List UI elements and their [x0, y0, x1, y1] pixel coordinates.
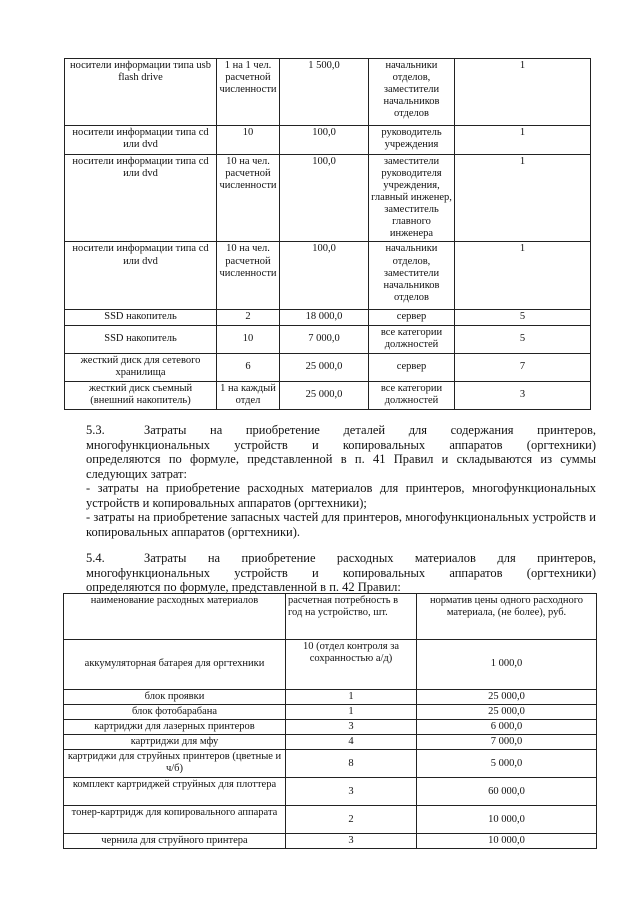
- table-cell: 8: [286, 750, 417, 778]
- section-number: 5.4.: [86, 551, 105, 565]
- table-cell: 3: [286, 778, 417, 806]
- table-cell: SSD накопитель: [65, 325, 217, 353]
- table-cell: блок проявки: [64, 690, 286, 705]
- table-row: [64, 640, 597, 690]
- table-cell: 3: [286, 834, 417, 849]
- table-cell: аккумуляторная батарея для оргтехники: [64, 640, 286, 690]
- column-header: расчетная потребность в год на устройство, шт.: [286, 594, 417, 640]
- table-row: [65, 59, 591, 126]
- table-cell: все категории должностей: [369, 381, 455, 409]
- table-cell: блок фотобарабана: [64, 705, 286, 720]
- table-row: [64, 806, 597, 834]
- paragraph-line: [86, 551, 596, 566]
- table-cell: 1 на 1 чел. расчетной численности: [217, 59, 280, 126]
- bullet-item: - затраты на приобретение запасных частей для принтеров, многофункциональных устройств и копировальных аппаратов (оргтехники).: [86, 510, 596, 539]
- table-cell: чернила для струйного принтера: [64, 834, 286, 849]
- paragraph-line: [86, 423, 596, 438]
- paragraph-line: определяются по формуле, представленной в п. 41 Правил и складываются из суммы следующих затрат:: [86, 452, 596, 481]
- table-cell: 25 000,0: [417, 690, 597, 705]
- table-cell: 10 на чел. расчетной численности: [217, 242, 280, 310]
- table-cell: 5 000,0: [417, 750, 597, 778]
- paragraph-line: многофункциональных устройств и копировальных аппаратов (оргтехники): [86, 437, 596, 452]
- bullet-item: - затраты на приобретение расходных материалов для принтеров, многофункциональных устройств и копировальных аппаратов (оргтехники);: [86, 481, 596, 510]
- table-cell: 25 000,0: [280, 381, 369, 409]
- table-row: [65, 242, 591, 310]
- table-cell: 10: [217, 325, 280, 353]
- table-cell: сервер: [369, 310, 455, 325]
- table-header-row: [64, 594, 597, 640]
- table-cell: 4: [286, 735, 417, 750]
- equipment-norms-table: [64, 58, 591, 410]
- table-row: [64, 705, 597, 720]
- paragraph-line: определяются по формуле, представленной в п. 42 Правил:: [86, 580, 401, 594]
- paragraph-text: Затраты на приобретение деталей для содержания принтеров,: [144, 423, 596, 437]
- table-cell: 1: [455, 126, 591, 155]
- table-cell: 100,0: [280, 155, 369, 242]
- table-cell: 5: [455, 325, 591, 353]
- table-row: [65, 310, 591, 325]
- table-row: [64, 834, 597, 849]
- table-cell: 10: [217, 126, 280, 155]
- table-cell: 1: [455, 59, 591, 126]
- table-cell: носители информации типа cd или dvd: [65, 155, 217, 242]
- table-row: [65, 353, 591, 381]
- table-cell: 5: [455, 310, 591, 325]
- section-5-4: [86, 551, 596, 595]
- table-cell: 25 000,0: [417, 705, 597, 720]
- table-cell: начальники отделов, заместители начальников отделов: [369, 59, 455, 126]
- section-5-3: [86, 423, 596, 539]
- table-cell: 1: [286, 705, 417, 720]
- section-number: 5.3.: [86, 423, 105, 437]
- table-cell: заместители руководителя учреждения, главный инженер, заместитель главного инженера: [369, 155, 455, 242]
- column-header: норматив цены одного расходного материала, (не более), руб.: [417, 594, 597, 640]
- paragraph-text: Затраты на приобретение расходных материалов для принтеров,: [144, 551, 596, 565]
- table-cell: 10 (отдел контроля за сохранностью а/д): [286, 640, 417, 690]
- table-cell: носители информации типа usb flash drive: [65, 59, 217, 126]
- table-cell: 7: [455, 353, 591, 381]
- table-row: [64, 735, 597, 750]
- table-cell: 100,0: [280, 126, 369, 155]
- table-cell: руководитель учреждения: [369, 126, 455, 155]
- table-cell: 10 000,0: [417, 806, 597, 834]
- table-cell: 1: [455, 242, 591, 310]
- table-cell: 3: [455, 381, 591, 409]
- table-cell: картриджи для лазерных принтеров: [64, 720, 286, 735]
- table-cell: сервер: [369, 353, 455, 381]
- table-cell: 60 000,0: [417, 778, 597, 806]
- table-row: [65, 325, 591, 353]
- table-cell: 1 на каждый отдел: [217, 381, 280, 409]
- table-cell: комплект картриджей струйных для плоттера: [64, 778, 286, 806]
- table-row: [65, 381, 591, 409]
- table-row: [64, 778, 597, 806]
- table-row: [64, 720, 597, 735]
- table-cell: 10 на чел. расчетной численности: [217, 155, 280, 242]
- table-cell: 10 000,0: [417, 834, 597, 849]
- paragraph-line: многофункциональных устройств и копировальных аппаратов (оргтехники): [86, 565, 596, 580]
- table-cell: 2: [286, 806, 417, 834]
- table-cell: жесткий диск съемный (внешний накопитель): [65, 381, 217, 409]
- table-cell: носители информации типа cd или dvd: [65, 242, 217, 310]
- table-row: [64, 750, 597, 778]
- table-cell: носители информации типа cd или dvd: [65, 126, 217, 155]
- table-cell: 18 000,0: [280, 310, 369, 325]
- table-cell: 7 000,0: [417, 735, 597, 750]
- table-cell: тонер-картридж для копировального аппарата: [64, 806, 286, 834]
- table-cell: 1: [286, 690, 417, 705]
- table-row: [64, 690, 597, 705]
- table-cell: 1 000,0: [417, 640, 597, 690]
- table-cell: 1: [455, 155, 591, 242]
- column-header: наименование расходных материалов: [64, 594, 286, 640]
- table-row: [65, 155, 591, 242]
- table-cell: 6: [217, 353, 280, 381]
- table-cell: SSD накопитель: [65, 310, 217, 325]
- consumables-table: [63, 593, 597, 849]
- table-cell: 6 000,0: [417, 720, 597, 735]
- table-cell: 3: [286, 720, 417, 735]
- table-cell: 1 500,0: [280, 59, 369, 126]
- table-cell: все категории должностей: [369, 325, 455, 353]
- table-cell: жесткий диск для сетевого хранилища: [65, 353, 217, 381]
- table-cell: 7 000,0: [280, 325, 369, 353]
- table-cell: 2: [217, 310, 280, 325]
- table-cell: начальники отделов, заместители начальников отделов: [369, 242, 455, 310]
- table-cell: 25 000,0: [280, 353, 369, 381]
- table-cell: 100,0: [280, 242, 369, 310]
- table-cell: картриджи для струйных принтеров (цветные и ч/б): [64, 750, 286, 778]
- table-cell: картриджи для мфу: [64, 735, 286, 750]
- table-row: [65, 126, 591, 155]
